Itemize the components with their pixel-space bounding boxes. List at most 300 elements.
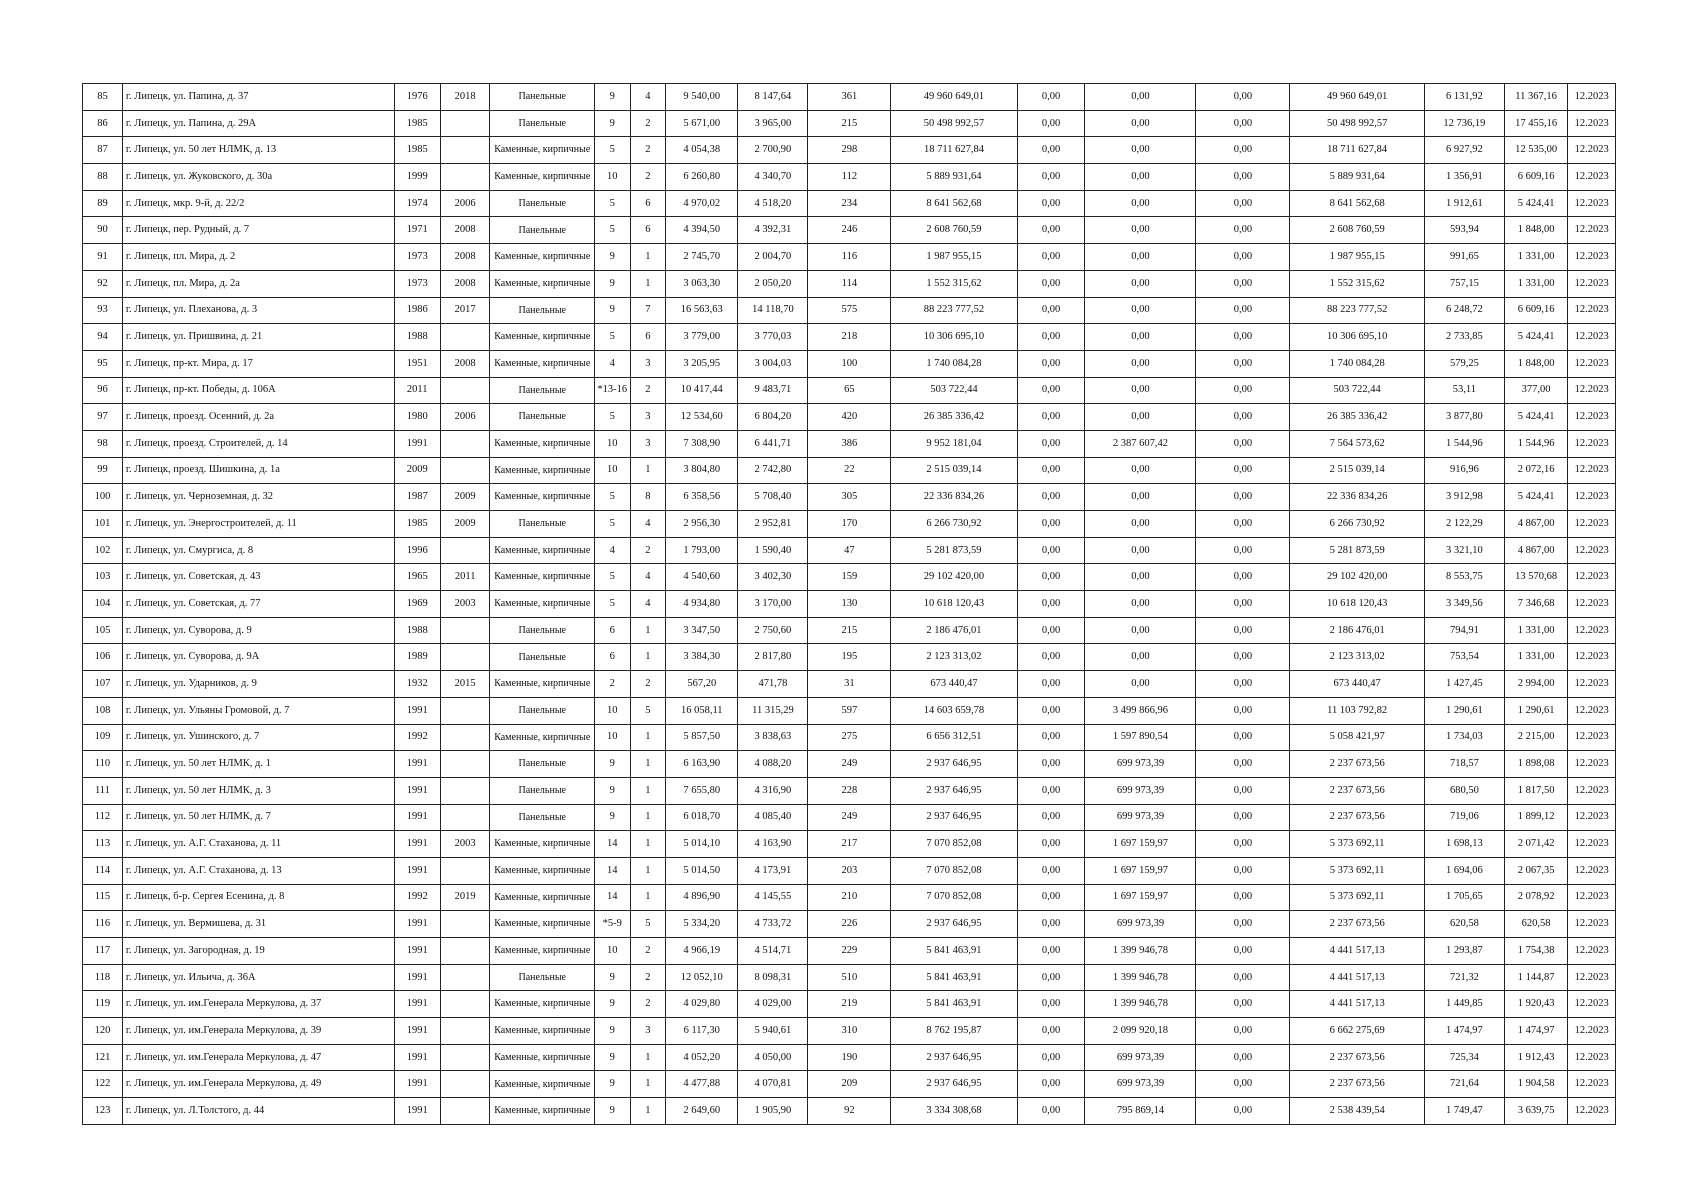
residents-cell: 246 bbox=[808, 217, 891, 244]
build-year-cell: 1999 bbox=[394, 164, 440, 191]
wall-material-cell: Панельные bbox=[490, 190, 595, 217]
wall-material-cell: Панельные bbox=[490, 404, 595, 431]
address-cell: г. Липецк, ул. 50 лет НЛМК, д. 3 bbox=[122, 777, 394, 804]
address-cell: г. Липецк, ул. Черноземная, д. 32 bbox=[122, 484, 394, 511]
total-area-cell: 2 649,60 bbox=[666, 1098, 738, 1125]
regional-funds-cell: 0,00 bbox=[1085, 84, 1196, 111]
table-row bbox=[83, 537, 1616, 564]
residents-cell: 114 bbox=[808, 270, 891, 297]
entrances-cell: 1 bbox=[630, 1044, 666, 1071]
row-number-cell: 89 bbox=[83, 190, 123, 217]
wall-material-cell: Панельные bbox=[490, 84, 595, 111]
renovation-year-cell bbox=[440, 537, 490, 564]
owner-funds-cell: 6 266 730,92 bbox=[1290, 511, 1425, 538]
build-year-cell: 1965 bbox=[394, 564, 440, 591]
build-year-cell: 1991 bbox=[394, 911, 440, 938]
federal-funds-cell: 0,00 bbox=[1017, 857, 1085, 884]
living-area-cell: 8 147,64 bbox=[738, 84, 808, 111]
table-row bbox=[83, 190, 1616, 217]
regional-funds-cell: 699 973,39 bbox=[1085, 804, 1196, 831]
living-area-cell: 4 088,20 bbox=[738, 751, 808, 778]
residents-cell: 234 bbox=[808, 190, 891, 217]
wall-material-cell: Панельные bbox=[490, 617, 595, 644]
total-cost-cell: 2 937 646,95 bbox=[891, 911, 1017, 938]
deadline-cell: 12.2023 bbox=[1568, 137, 1616, 164]
residents-cell: 130 bbox=[808, 591, 891, 618]
build-year-cell: 1991 bbox=[394, 697, 440, 724]
municipal-funds-cell: 0,00 bbox=[1196, 217, 1290, 244]
address-cell: г. Липецк, пер. Рудный, д. 7 bbox=[122, 217, 394, 244]
deadline-cell: 12.2023 bbox=[1568, 324, 1616, 351]
build-year-cell: 1991 bbox=[394, 1098, 440, 1125]
total-cost-cell: 8 762 195,87 bbox=[891, 1018, 1017, 1045]
row-number-cell: 115 bbox=[83, 884, 123, 911]
wall-material-cell: Панельные bbox=[490, 804, 595, 831]
municipal-funds-cell: 0,00 bbox=[1196, 350, 1290, 377]
entrances-cell: 1 bbox=[630, 857, 666, 884]
row-number-cell: 87 bbox=[83, 137, 123, 164]
address-cell: г. Липецк, проезд. Осенний, д. 2а bbox=[122, 404, 394, 431]
table-row bbox=[83, 804, 1616, 831]
row-number-cell: 109 bbox=[83, 724, 123, 751]
deadline-cell: 12.2023 bbox=[1568, 1018, 1616, 1045]
owner-funds-cell: 2 237 673,56 bbox=[1290, 777, 1425, 804]
renovation-year-cell bbox=[440, 377, 490, 404]
renovation-year-cell: 2008 bbox=[440, 244, 490, 271]
limit-cost-per-sqm-cell: 1 331,00 bbox=[1504, 244, 1568, 271]
total-area-cell: 5 014,50 bbox=[666, 857, 738, 884]
floors-cell: 6 bbox=[595, 644, 631, 671]
address-cell: г. Липецк, пл. Мира, д. 2а bbox=[122, 270, 394, 297]
build-year-cell: 1985 bbox=[394, 511, 440, 538]
floors-cell: 5 bbox=[595, 404, 631, 431]
cost-per-sqm-cell: 2 122,29 bbox=[1425, 511, 1505, 538]
total-area-cell: 4 896,90 bbox=[666, 884, 738, 911]
limit-cost-per-sqm-cell: 6 609,16 bbox=[1504, 164, 1568, 191]
entrances-cell: 5 bbox=[630, 911, 666, 938]
federal-funds-cell: 0,00 bbox=[1017, 591, 1085, 618]
living-area-cell: 2 817,80 bbox=[738, 644, 808, 671]
regional-funds-cell: 1 399 946,78 bbox=[1085, 964, 1196, 991]
regional-funds-cell: 0,00 bbox=[1085, 404, 1196, 431]
owner-funds-cell: 5 373 692,11 bbox=[1290, 884, 1425, 911]
federal-funds-cell: 0,00 bbox=[1017, 324, 1085, 351]
regional-funds-cell: 0,00 bbox=[1085, 297, 1196, 324]
limit-cost-per-sqm-cell: 7 346,68 bbox=[1504, 591, 1568, 618]
owner-funds-cell: 26 385 336,42 bbox=[1290, 404, 1425, 431]
limit-cost-per-sqm-cell: 4 867,00 bbox=[1504, 511, 1568, 538]
table-row bbox=[83, 511, 1616, 538]
total-area-cell: 4 054,38 bbox=[666, 137, 738, 164]
floors-cell: 4 bbox=[595, 537, 631, 564]
entrances-cell: 1 bbox=[630, 617, 666, 644]
municipal-funds-cell: 0,00 bbox=[1196, 190, 1290, 217]
row-number-cell: 121 bbox=[83, 1044, 123, 1071]
owner-funds-cell: 2 237 673,56 bbox=[1290, 804, 1425, 831]
owner-funds-cell: 673 440,47 bbox=[1290, 671, 1425, 698]
regional-funds-cell: 0,00 bbox=[1085, 484, 1196, 511]
wall-material-cell: Каменные, кирпичные bbox=[490, 1044, 595, 1071]
deadline-cell: 12.2023 bbox=[1568, 564, 1616, 591]
floors-cell: 5 bbox=[595, 137, 631, 164]
total-cost-cell: 10 306 695,10 bbox=[891, 324, 1017, 351]
apartment-buildings-table bbox=[82, 83, 1616, 1125]
deadline-cell: 12.2023 bbox=[1568, 430, 1616, 457]
cost-per-sqm-cell: 53,11 bbox=[1425, 377, 1505, 404]
limit-cost-per-sqm-cell: 11 367,16 bbox=[1504, 84, 1568, 111]
owner-funds-cell: 22 336 834,26 bbox=[1290, 484, 1425, 511]
row-number-cell: 113 bbox=[83, 831, 123, 858]
municipal-funds-cell: 0,00 bbox=[1196, 644, 1290, 671]
entrances-cell: 6 bbox=[630, 324, 666, 351]
cost-per-sqm-cell: 1 356,91 bbox=[1425, 164, 1505, 191]
build-year-cell: 1988 bbox=[394, 617, 440, 644]
deadline-cell: 12.2023 bbox=[1568, 110, 1616, 137]
limit-cost-per-sqm-cell: 1 904,58 bbox=[1504, 1071, 1568, 1098]
entrances-cell: 1 bbox=[630, 1071, 666, 1098]
owner-funds-cell: 29 102 420,00 bbox=[1290, 564, 1425, 591]
owner-funds-cell: 10 618 120,43 bbox=[1290, 591, 1425, 618]
floors-cell: 9 bbox=[595, 297, 631, 324]
limit-cost-per-sqm-cell: 1 920,43 bbox=[1504, 991, 1568, 1018]
total-cost-cell: 10 618 120,43 bbox=[891, 591, 1017, 618]
regional-funds-cell: 3 499 866,96 bbox=[1085, 697, 1196, 724]
table-row bbox=[83, 857, 1616, 884]
municipal-funds-cell: 0,00 bbox=[1196, 511, 1290, 538]
municipal-funds-cell: 0,00 bbox=[1196, 671, 1290, 698]
wall-material-cell: Каменные, кирпичные bbox=[490, 137, 595, 164]
federal-funds-cell: 0,00 bbox=[1017, 1044, 1085, 1071]
renovation-year-cell: 2015 bbox=[440, 671, 490, 698]
address-cell: г. Липецк, ул. Л.Толстого, д. 44 bbox=[122, 1098, 394, 1125]
table-row bbox=[83, 591, 1616, 618]
owner-funds-cell: 18 711 627,84 bbox=[1290, 137, 1425, 164]
table-row bbox=[83, 1044, 1616, 1071]
table-row bbox=[83, 137, 1616, 164]
cost-per-sqm-cell: 725,34 bbox=[1425, 1044, 1505, 1071]
cost-per-sqm-cell: 1 705,65 bbox=[1425, 884, 1505, 911]
residents-cell: 116 bbox=[808, 244, 891, 271]
federal-funds-cell: 0,00 bbox=[1017, 537, 1085, 564]
owner-funds-cell: 10 306 695,10 bbox=[1290, 324, 1425, 351]
renovation-year-cell: 2018 bbox=[440, 84, 490, 111]
build-year-cell: 2011 bbox=[394, 377, 440, 404]
municipal-funds-cell: 0,00 bbox=[1196, 1098, 1290, 1125]
municipal-funds-cell: 0,00 bbox=[1196, 964, 1290, 991]
owner-funds-cell: 2 186 476,01 bbox=[1290, 617, 1425, 644]
residents-cell: 510 bbox=[808, 964, 891, 991]
federal-funds-cell: 0,00 bbox=[1017, 697, 1085, 724]
residents-cell: 47 bbox=[808, 537, 891, 564]
entrances-cell: 3 bbox=[630, 404, 666, 431]
total-area-cell: 3 779,00 bbox=[666, 324, 738, 351]
residents-cell: 100 bbox=[808, 350, 891, 377]
total-cost-cell: 2 515 039,14 bbox=[891, 457, 1017, 484]
total-area-cell: 3 347,50 bbox=[666, 617, 738, 644]
owner-funds-cell: 2 538 439,54 bbox=[1290, 1098, 1425, 1125]
residents-cell: 112 bbox=[808, 164, 891, 191]
municipal-funds-cell: 0,00 bbox=[1196, 377, 1290, 404]
floors-cell: *13-16 bbox=[595, 377, 631, 404]
federal-funds-cell: 0,00 bbox=[1017, 110, 1085, 137]
limit-cost-per-sqm-cell: 620,58 bbox=[1504, 911, 1568, 938]
wall-material-cell: Каменные, кирпичные bbox=[490, 564, 595, 591]
federal-funds-cell: 0,00 bbox=[1017, 671, 1085, 698]
municipal-funds-cell: 0,00 bbox=[1196, 938, 1290, 965]
cost-per-sqm-cell: 1 912,61 bbox=[1425, 190, 1505, 217]
limit-cost-per-sqm-cell: 4 867,00 bbox=[1504, 537, 1568, 564]
renovation-year-cell bbox=[440, 110, 490, 137]
build-year-cell: 1974 bbox=[394, 190, 440, 217]
build-year-cell: 1932 bbox=[394, 671, 440, 698]
row-number-cell: 110 bbox=[83, 751, 123, 778]
municipal-funds-cell: 0,00 bbox=[1196, 270, 1290, 297]
federal-funds-cell: 0,00 bbox=[1017, 564, 1085, 591]
renovation-year-cell bbox=[440, 751, 490, 778]
regional-funds-cell: 699 973,39 bbox=[1085, 751, 1196, 778]
renovation-year-cell bbox=[440, 457, 490, 484]
address-cell: г. Липецк, ул. им.Генерала Меркулова, д. 47 bbox=[122, 1044, 394, 1071]
limit-cost-per-sqm-cell: 2 215,00 bbox=[1504, 724, 1568, 751]
row-number-cell: 90 bbox=[83, 217, 123, 244]
wall-material-cell: Панельные bbox=[490, 697, 595, 724]
federal-funds-cell: 0,00 bbox=[1017, 217, 1085, 244]
entrances-cell: 2 bbox=[630, 137, 666, 164]
wall-material-cell: Каменные, кирпичные bbox=[490, 457, 595, 484]
table-row bbox=[83, 697, 1616, 724]
limit-cost-per-sqm-cell: 1 848,00 bbox=[1504, 217, 1568, 244]
limit-cost-per-sqm-cell: 17 455,16 bbox=[1504, 110, 1568, 137]
total-area-cell: 7 308,90 bbox=[666, 430, 738, 457]
total-cost-cell: 6 656 312,51 bbox=[891, 724, 1017, 751]
renovation-year-cell bbox=[440, 1044, 490, 1071]
table-row bbox=[83, 938, 1616, 965]
limit-cost-per-sqm-cell: 1 817,50 bbox=[1504, 777, 1568, 804]
regional-funds-cell: 0,00 bbox=[1085, 564, 1196, 591]
floors-cell: 9 bbox=[595, 1098, 631, 1125]
regional-funds-cell: 0,00 bbox=[1085, 164, 1196, 191]
residents-cell: 310 bbox=[808, 1018, 891, 1045]
deadline-cell: 12.2023 bbox=[1568, 831, 1616, 858]
row-number-cell: 100 bbox=[83, 484, 123, 511]
total-area-cell: 4 052,20 bbox=[666, 1044, 738, 1071]
living-area-cell: 2 952,81 bbox=[738, 511, 808, 538]
table-row bbox=[83, 617, 1616, 644]
deadline-cell: 12.2023 bbox=[1568, 884, 1616, 911]
row-number-cell: 94 bbox=[83, 324, 123, 351]
federal-funds-cell: 0,00 bbox=[1017, 884, 1085, 911]
table-row bbox=[83, 217, 1616, 244]
table-body bbox=[83, 84, 1616, 1125]
living-area-cell: 4 070,81 bbox=[738, 1071, 808, 1098]
entrances-cell: 4 bbox=[630, 84, 666, 111]
cost-per-sqm-cell: 1 698,13 bbox=[1425, 831, 1505, 858]
federal-funds-cell: 0,00 bbox=[1017, 1018, 1085, 1045]
row-number-cell: 108 bbox=[83, 697, 123, 724]
floors-cell: 14 bbox=[595, 831, 631, 858]
residents-cell: 217 bbox=[808, 831, 891, 858]
floors-cell: 9 bbox=[595, 1018, 631, 1045]
floors-cell: 5 bbox=[595, 564, 631, 591]
total-area-cell: 4 394,50 bbox=[666, 217, 738, 244]
deadline-cell: 12.2023 bbox=[1568, 190, 1616, 217]
total-cost-cell: 14 603 659,78 bbox=[891, 697, 1017, 724]
regional-funds-cell: 0,00 bbox=[1085, 537, 1196, 564]
owner-funds-cell: 50 498 992,57 bbox=[1290, 110, 1425, 137]
table-row bbox=[83, 777, 1616, 804]
total-area-cell: 12 052,10 bbox=[666, 964, 738, 991]
municipal-funds-cell: 0,00 bbox=[1196, 724, 1290, 751]
floors-cell: 9 bbox=[595, 1044, 631, 1071]
entrances-cell: 4 bbox=[630, 511, 666, 538]
row-number-cell: 86 bbox=[83, 110, 123, 137]
municipal-funds-cell: 0,00 bbox=[1196, 484, 1290, 511]
deadline-cell: 12.2023 bbox=[1568, 1098, 1616, 1125]
address-cell: г. Липецк, ул. Советская, д. 77 bbox=[122, 591, 394, 618]
living-area-cell: 5 708,40 bbox=[738, 484, 808, 511]
residents-cell: 159 bbox=[808, 564, 891, 591]
residents-cell: 31 bbox=[808, 671, 891, 698]
floors-cell: 9 bbox=[595, 991, 631, 1018]
table-row bbox=[83, 1071, 1616, 1098]
deadline-cell: 12.2023 bbox=[1568, 270, 1616, 297]
deadline-cell: 12.2023 bbox=[1568, 724, 1616, 751]
deadline-cell: 12.2023 bbox=[1568, 164, 1616, 191]
wall-material-cell: Панельные bbox=[490, 377, 595, 404]
cost-per-sqm-cell: 1 734,03 bbox=[1425, 724, 1505, 751]
municipal-funds-cell: 0,00 bbox=[1196, 697, 1290, 724]
wall-material-cell: Панельные bbox=[490, 644, 595, 671]
wall-material-cell: Каменные, кирпичные bbox=[490, 270, 595, 297]
address-cell: г. Липецк, ул. Пришвина, д. 21 bbox=[122, 324, 394, 351]
total-cost-cell: 3 334 308,68 bbox=[891, 1098, 1017, 1125]
renovation-year-cell bbox=[440, 777, 490, 804]
living-area-cell: 1 590,40 bbox=[738, 537, 808, 564]
owner-funds-cell: 2 237 673,56 bbox=[1290, 1071, 1425, 1098]
floors-cell: 14 bbox=[595, 884, 631, 911]
federal-funds-cell: 0,00 bbox=[1017, 270, 1085, 297]
federal-funds-cell: 0,00 bbox=[1017, 991, 1085, 1018]
floors-cell: 9 bbox=[595, 110, 631, 137]
municipal-funds-cell: 0,00 bbox=[1196, 1071, 1290, 1098]
regional-funds-cell: 0,00 bbox=[1085, 457, 1196, 484]
regional-funds-cell: 0,00 bbox=[1085, 377, 1196, 404]
address-cell: г. Липецк, ул. 50 лет НЛМК, д. 1 bbox=[122, 751, 394, 778]
row-number-cell: 97 bbox=[83, 404, 123, 431]
build-year-cell: 1991 bbox=[394, 1071, 440, 1098]
row-number-cell: 93 bbox=[83, 297, 123, 324]
total-area-cell: 3 063,30 bbox=[666, 270, 738, 297]
total-area-cell: 6 260,80 bbox=[666, 164, 738, 191]
build-year-cell: 1976 bbox=[394, 84, 440, 111]
address-cell: г. Липецк, ул. Ушинского, д. 7 bbox=[122, 724, 394, 751]
build-year-cell: 1991 bbox=[394, 804, 440, 831]
build-year-cell: 1992 bbox=[394, 884, 440, 911]
entrances-cell: 1 bbox=[630, 457, 666, 484]
address-cell: г. Липецк, ул. Смургиса, д. 8 bbox=[122, 537, 394, 564]
living-area-cell: 14 118,70 bbox=[738, 297, 808, 324]
federal-funds-cell: 0,00 bbox=[1017, 297, 1085, 324]
federal-funds-cell: 0,00 bbox=[1017, 350, 1085, 377]
floors-cell: 5 bbox=[595, 217, 631, 244]
total-cost-cell: 18 711 627,84 bbox=[891, 137, 1017, 164]
cost-per-sqm-cell: 757,15 bbox=[1425, 270, 1505, 297]
row-number-cell: 111 bbox=[83, 777, 123, 804]
total-area-cell: 6 018,70 bbox=[666, 804, 738, 831]
deadline-cell: 12.2023 bbox=[1568, 938, 1616, 965]
total-cost-cell: 5 841 463,91 bbox=[891, 964, 1017, 991]
living-area-cell: 3 965,00 bbox=[738, 110, 808, 137]
regional-funds-cell: 699 973,39 bbox=[1085, 911, 1196, 938]
renovation-year-cell: 2009 bbox=[440, 511, 490, 538]
deadline-cell: 12.2023 bbox=[1568, 777, 1616, 804]
regional-funds-cell: 0,00 bbox=[1085, 350, 1196, 377]
total-area-cell: 6 358,56 bbox=[666, 484, 738, 511]
renovation-year-cell bbox=[440, 164, 490, 191]
wall-material-cell: Каменные, кирпичные bbox=[490, 324, 595, 351]
renovation-year-cell: 2009 bbox=[440, 484, 490, 511]
table-row bbox=[83, 1018, 1616, 1045]
row-number-cell: 103 bbox=[83, 564, 123, 591]
living-area-cell: 3 004,03 bbox=[738, 350, 808, 377]
regional-funds-cell: 0,00 bbox=[1085, 324, 1196, 351]
owner-funds-cell: 2 515 039,14 bbox=[1290, 457, 1425, 484]
residents-cell: 65 bbox=[808, 377, 891, 404]
total-cost-cell: 1 552 315,62 bbox=[891, 270, 1017, 297]
entrances-cell: 7 bbox=[630, 297, 666, 324]
residents-cell: 420 bbox=[808, 404, 891, 431]
table-row bbox=[83, 164, 1616, 191]
wall-material-cell: Панельные bbox=[490, 964, 595, 991]
living-area-cell: 4 029,00 bbox=[738, 991, 808, 1018]
deadline-cell: 12.2023 bbox=[1568, 644, 1616, 671]
cost-per-sqm-cell: 719,06 bbox=[1425, 804, 1505, 831]
limit-cost-per-sqm-cell: 1 848,00 bbox=[1504, 350, 1568, 377]
limit-cost-per-sqm-cell: 1 331,00 bbox=[1504, 617, 1568, 644]
row-number-cell: 104 bbox=[83, 591, 123, 618]
address-cell: г. Липецк, ул. Суворова, д. 9 bbox=[122, 617, 394, 644]
cost-per-sqm-cell: 12 736,19 bbox=[1425, 110, 1505, 137]
renovation-year-cell: 2011 bbox=[440, 564, 490, 591]
regional-funds-cell: 0,00 bbox=[1085, 671, 1196, 698]
floors-cell: 2 bbox=[595, 671, 631, 698]
municipal-funds-cell: 0,00 bbox=[1196, 911, 1290, 938]
renovation-year-cell bbox=[440, 617, 490, 644]
row-number-cell: 114 bbox=[83, 857, 123, 884]
total-cost-cell: 8 641 562,68 bbox=[891, 190, 1017, 217]
build-year-cell: 1986 bbox=[394, 297, 440, 324]
row-number-cell: 98 bbox=[83, 430, 123, 457]
total-cost-cell: 2 123 313,02 bbox=[891, 644, 1017, 671]
renovation-year-cell bbox=[440, 724, 490, 751]
wall-material-cell: Каменные, кирпичные bbox=[490, 350, 595, 377]
total-cost-cell: 2 937 646,95 bbox=[891, 804, 1017, 831]
build-year-cell: 1989 bbox=[394, 644, 440, 671]
limit-cost-per-sqm-cell: 1 331,00 bbox=[1504, 644, 1568, 671]
living-area-cell: 2 050,20 bbox=[738, 270, 808, 297]
limit-cost-per-sqm-cell: 1 912,43 bbox=[1504, 1044, 1568, 1071]
municipal-funds-cell: 0,00 bbox=[1196, 110, 1290, 137]
owner-funds-cell: 5 373 692,11 bbox=[1290, 857, 1425, 884]
build-year-cell: 1991 bbox=[394, 857, 440, 884]
floors-cell: 9 bbox=[595, 751, 631, 778]
total-cost-cell: 5 281 873,59 bbox=[891, 537, 1017, 564]
cost-per-sqm-cell: 3 877,80 bbox=[1425, 404, 1505, 431]
address-cell: г. Липецк, ул. Ильича, д. 36А bbox=[122, 964, 394, 991]
build-year-cell: 1985 bbox=[394, 110, 440, 137]
regional-funds-cell: 699 973,39 bbox=[1085, 1071, 1196, 1098]
living-area-cell: 4 733,72 bbox=[738, 911, 808, 938]
